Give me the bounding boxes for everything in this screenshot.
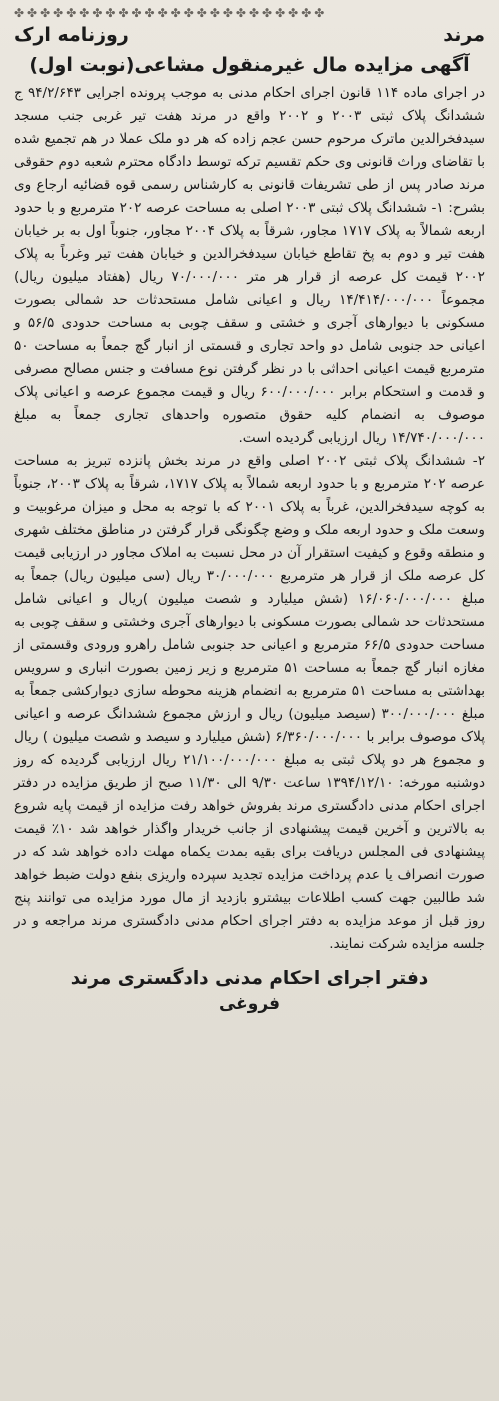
newspaper-name: روزنامه ارک (14, 24, 129, 46)
notice-paragraph-2: ۲- ششدانگ پلاک ثبتی ۲۰۰۲ اصلی واقع در مرند بخش پانزده تبریز به مساحت عرصه ۲۰۲ مترمربع و با حدود اربعه شمالاً به پلاک ۱۷۱۷، شرقاً به پلاک ۲۰۰۳، جنوباً به کوچه سیدفخرالدین، غرباً به پلاک ۲۰۰۱ که با توجه به محل و میزان مرغوبیت و وسعت ملک و حدود اربعه ملک و وضع چگونگی قرار گرفتن در مناطق مختلف شهری و منطقه وقوع و کیفیت استقرار آن در محل نسبت به املاک مجاور در ارزیابی قیمت کل عرصه ملک از قرار هر مترمربع ۳۰/۰۰۰/۰۰۰ ریال (سی میلیون ریال) جمعاً به مبلغ ۱۶/۰۶۰/۰۰۰/۰۰۰ (شش میلیارد و شصت میلیون )ریال و اعیانی شامل مستحدثات حد شمالی بصورت مسکونی با دیوارهای آجری وخشتی و سقف چوبی به مساحت حدودی ۶۶/۵ مترمربع و اعیانی حد جنوبی شامل راهرو ورودی وقسمتی از مغازه انبار گچ جمعاً به مساحت ۵۱ مترمربع و زیر زمین بصورت انباری و سرویس بهداشتی به مساحت ۵۱ مترمربع به انضمام هزینه محوطه سازی دیوارکشی جمعاً به مبلغ ۳۰۰/۰۰۰/۰۰۰ (سیصد میلیون) ریال و ارزش مجموع ششدانگ عرصه و اعیانی پلاک موصوف برابر با ۶/۳۶۰/۰۰۰/۰۰۰ (شش میلیارد و سیصد و شصت میلیون ) ریال و مجموع هر دو پلاک ثبتی به مبلغ ۲۱/۱۰۰/۰۰۰/۰۰۰ ریال ارزیابی گردیده که روز دوشنبه مورخه: ۱۳۹۴/۱۲/۱۰ ساعت ۹/۳۰ الی ۱۱/۳۰ صبح از طریق مزایده در دفتر اجرای احکام مدنی دادگستری مرند بفروش خواهد رفت مزایده از قیمت پایه شروع به بالاترین و آخرین قیمت پیشنهادی از جانب خریدار واگذار خواهد شد ۱۰٪ قیمت پیشنهادی فی المجلس دریافت برای بقیه بمدت یکماه مهلت داده خواهد شد که در صورت انصراف یا عدم پرداخت مزایده تجدید سپرده واریزی بنفع دولت ضبط خواهد شد طالبین جهت کسب اطلاعات بیشترو بازدید از مال مورد مزایده می توانند پنج روز قبل از موعد مزایده به دفتر اجرای احکام مدنی دادگستری مرند مراجعه و در جلسه مزایده شرکت نمایند. (14, 453, 486, 952)
city-label: مرند (443, 24, 485, 46)
signature-office: دفتر اجرای احکام مدنی دادگستری مرند (70, 968, 429, 989)
header-row (14, 24, 485, 50)
decorative-top-border: ✤✤✤✤✤✤✤✤✤✤✤✤✤✤✤✤✤✤✤✤✤✤✤✤ (14, 6, 328, 20)
signature-name: فروغی (218, 994, 281, 1014)
notice-body (14, 82, 485, 956)
notice-paragraph-1: در اجرای ماده ۱۱۴ قانون اجرای احکام مدنی به موجب پرونده اجرایی ۹۴/۲/۶۴۳ ج ششدانگ پلاک ثبتی ۲۰۰۳ و ۲۰۰۲ واقع در مرند هفت تیر غربی جنب مسجد سیدفخرالدین ماترک مرحوم حسن عجم زاده که هر دو ملک عملا در هم تجمیع شده با تقاضای وراث قانونی وی حکم تقسیم ترکه توسط دادگاه محترم شعبه دوم حقوقی مرند صادر پس از طی تشریفات قانونی به کارشناس رسمی قوه قضائیه ارجاع وی بشرح: ۱- ششدانگ پلاک ثبتی ۲۰۰۳ اصلی به مساحت عرصه ۲۰۲ مترمربع و با حدود اربعه شمالاً به پلاک ۱۷۱۷ مجاور، شرقاً به پلاک ۲۰۰۴ مجاور، جنوباً اول به بر خیابان هفت تیر و دوم به پخ تقاطع خیابان سیدفخرالدین و خیابان هفت تیر وغرباً به پلاک ۲۰۰۲ قیمت کل عرصه از قرار هر متر ۷۰/۰۰۰/۰۰۰ ریال (هفتاد میلیون ریال) مجموعاً ۱۴/۴۱۴/۰۰۰/۰۰۰ ریال و اعیانی شامل مستحدثات حد شمالی بصورت مسکونی با دیوارهای آجری و خشتی و سقف چوبی به مساحت حدودی ۵۶/۵ و اعیانی حد جنوبی شامل دو واحد تجاری و قسمتی از انبار گچ جمعاً به مساحت ۵۰ مترمربع قیمت اعیانی احداثی با در نظر گرفتن نوع مسافت و جنس مصالح مصرفی و قدمت و استحکام برابر ۶۰۰/۰۰۰/۰۰۰ ریال و قیمت مجموع عرصه و اعیانی پلاک موصوف به انضمام کلیه حقوق متصوره واحدهای تجاری جمعاً به مبلغ ۱۴/۷۴۰/۰۰۰/۰۰۰ ریال ارزیابی گردیده است. (14, 85, 486, 446)
notice-title: آگهی مزایده مال غیرمنقول مشاعی(نوبت اول) (29, 54, 470, 76)
